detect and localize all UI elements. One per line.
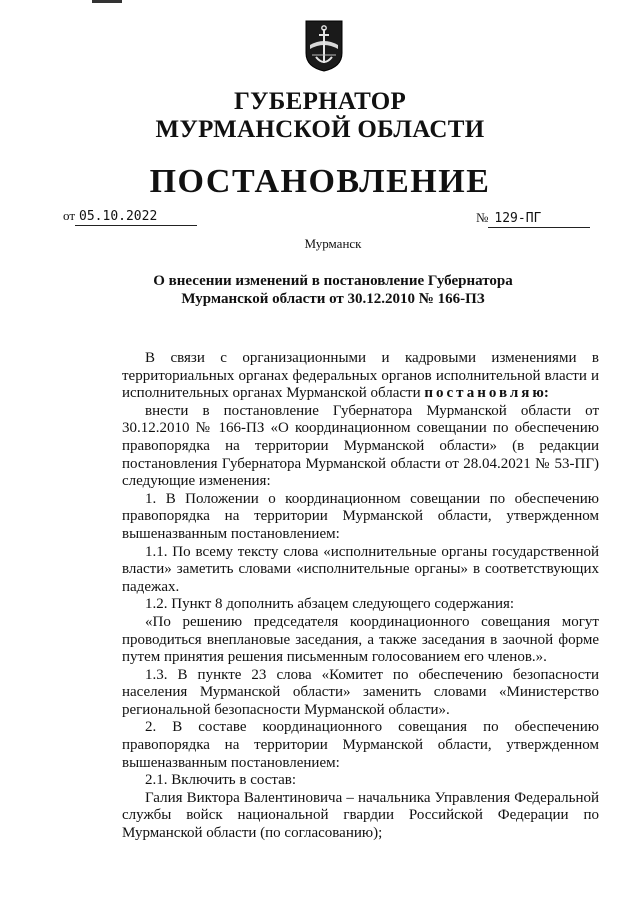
document-city: Мурманск <box>304 236 362 251</box>
coat-of-arms-emblem <box>304 19 344 73</box>
paragraph-member-galiy: Галия Виктора Валентиновича – начальника Управления Федеральной службы войск национальной гвардии Российской Федерации по Мурманской области (по согласованию); <box>122 789 599 842</box>
paragraph-item-1-3: 1.3. В пункте 23 слова «Комитет по обеспечению безопасности населения Мурманской области» заменить словами «Министерство региональной безопасности Мурманской области». <box>122 666 599 718</box>
paragraph-item-2-1: 2.1. Включить в состав: <box>145 772 297 789</box>
document-date: 05.10.2022 <box>75 209 197 226</box>
paragraph-amend-intro: внести в постановление Губернатора Мурманской области от 30.12.2010 № 166-ПЗ «О координационном совещании по обеспечению правопорядка на территории Мурманской области» (в редакции постановления Губернатора Мурманской области от 28.04.2021 № 53-ПГ) следующие изменения: <box>122 402 599 490</box>
resolution-word-spaced: постановля <box>424 385 533 402</box>
resolution-word-end: ю: <box>532 385 549 402</box>
date-prefix: от <box>63 208 76 223</box>
paragraph-preamble <box>122 350 599 403</box>
paragraph-item-1-2: 1.2. Пункт 8 дополнить абзацем следующего содержания: <box>145 596 515 613</box>
document-date-row <box>63 208 197 226</box>
subject-line-2: Мурманской области от 30.12.2010 № 166-ПЗ <box>181 291 485 307</box>
issuer-title-line-1: ГУБЕРНАТОР <box>233 88 407 115</box>
paragraph-item-1-1: 1.1. По всему тексту слова «исполнительные органы государственной власти» заметить словами «исполнительные органы» в соответствующих падежах. <box>122 543 599 595</box>
document-body <box>122 350 599 843</box>
issuer-title-line-2: МУРМАНСКОЙ ОБЛАСТИ <box>155 116 485 143</box>
scan-mark <box>92 0 122 3</box>
document-subject <box>0 272 640 308</box>
document-number: 129-ПГ <box>488 211 590 228</box>
number-prefix: № <box>476 210 489 225</box>
paragraph-item-1-2-quote: «По решению председателя координационного совещания могут проводиться внеплановые заседания, а также заседания в заочной форме путем принятия решения письменным голосованием его членов.». <box>122 613 599 666</box>
subject-line-1: О внесении изменений в постановление Губернатора <box>153 273 513 289</box>
document-number-row <box>476 210 590 228</box>
paragraph-item-2: 2. В составе координационного совещания по обеспечению правопорядка на территории Мурманской области, утвержденном вышеназванным постановлением: <box>122 719 599 771</box>
document-type-title: ПОСТАНОВЛЕНИЕ <box>149 163 491 200</box>
paragraph-item-1: 1. В Положении о координационном совещании по обеспечению правопорядка на территории Мурманской области, утвержденном вышеназванным постановлением: <box>122 490 599 542</box>
preamble-text: В связи с организационными и кадровыми изменениями в территориальных органах федеральных органов исполнительной власти и исполнительных органах Мурманской области <box>122 350 599 402</box>
